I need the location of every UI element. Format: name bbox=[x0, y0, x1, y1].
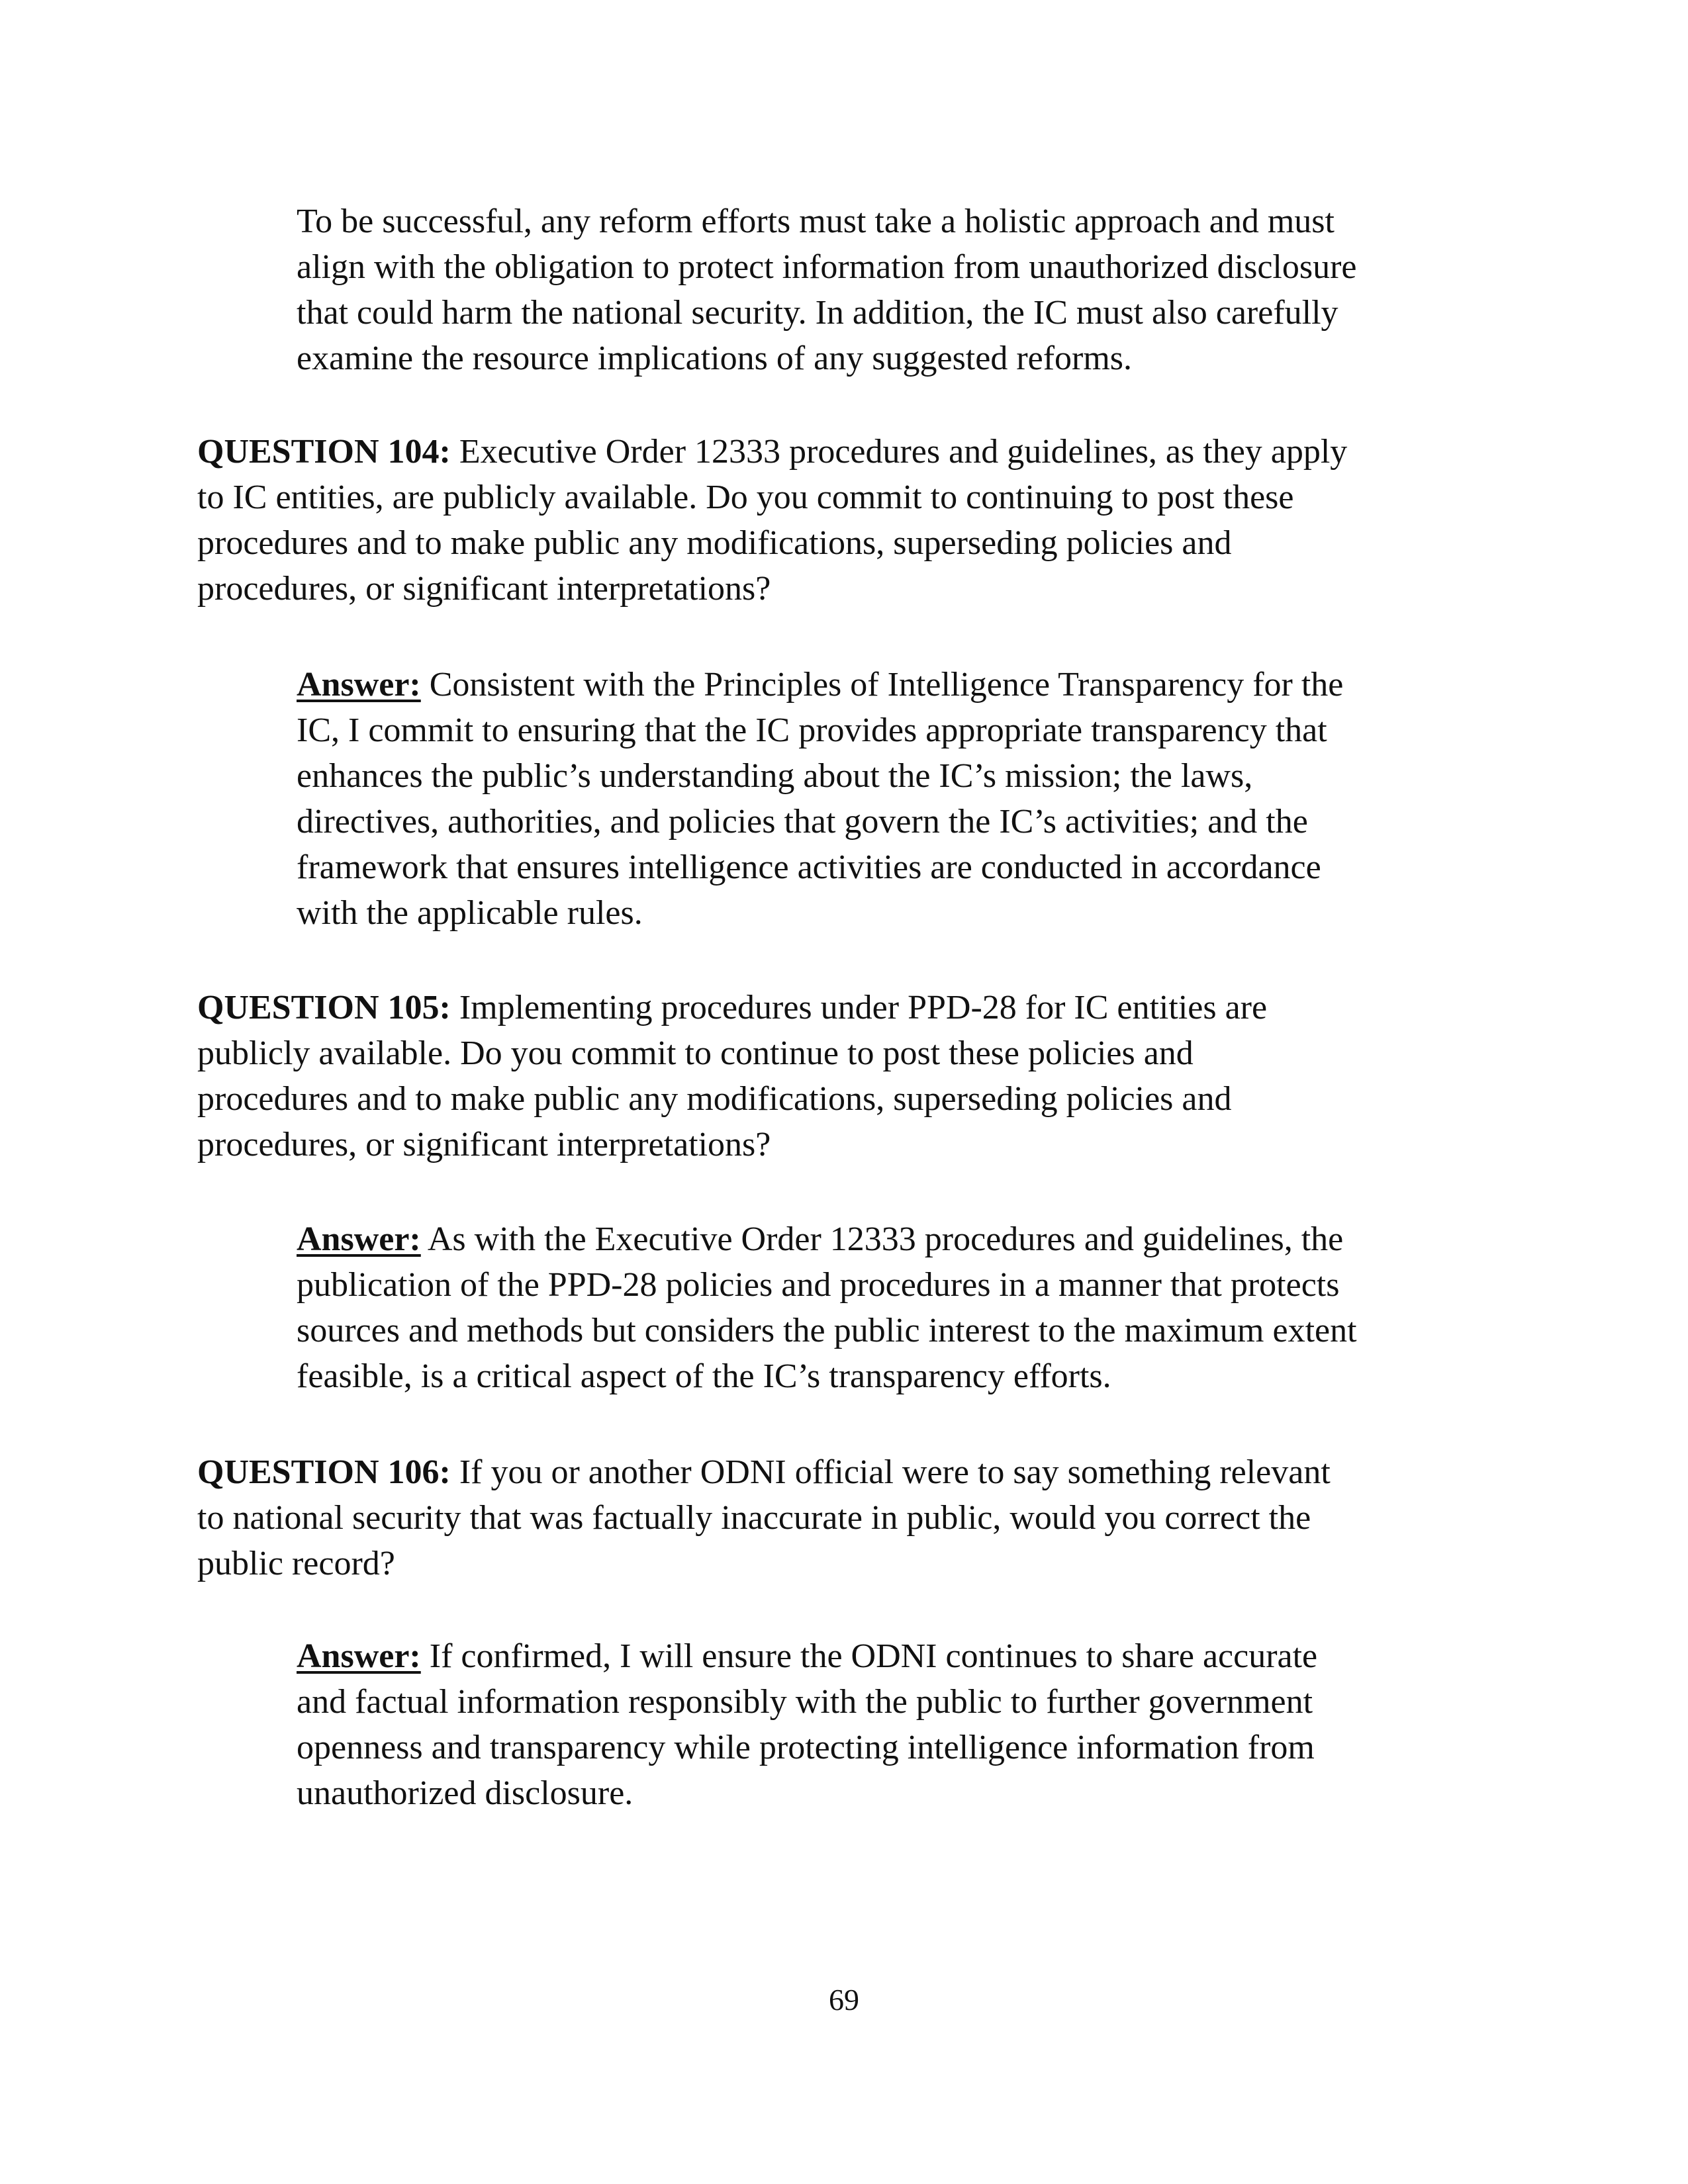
question-line: publicly available. Do you commit to continue to post these policies and bbox=[197, 1034, 1194, 1072]
answer-line: with the applicable rules. bbox=[297, 894, 643, 932]
question-105-text: Implementing procedures under PPD-28 for IC entities are bbox=[450, 989, 1268, 1026]
question-105 bbox=[197, 985, 1508, 1167]
answer-line: directives, authorities, and policies that govern the IC’s activities; and the bbox=[297, 803, 1308, 841]
answer-104-first-line bbox=[297, 662, 1508, 707]
question-line: procedures, or significant interpretations? bbox=[197, 570, 771, 608]
question-line: procedures and to make public any modifications, superseding policies and bbox=[197, 524, 1232, 562]
question-104-label: QUESTION 104: bbox=[197, 433, 451, 471]
intro-line: To be successful, any reform efforts must take a holistic approach and must bbox=[297, 203, 1335, 240]
answer-line: unauthorized disclosure. bbox=[297, 1774, 633, 1812]
intro-line: examine the resource implications of any suggested reforms. bbox=[297, 340, 1133, 377]
answer-106-text: If confirmed, I will ensure the ODNI continues to share accurate bbox=[420, 1637, 1318, 1675]
intro-line: align with the obligation to protect information from unauthorized disclosure bbox=[297, 248, 1357, 286]
page-number: 69 bbox=[829, 1983, 859, 2017]
answer-104-text: Consistent with the Principles of Intelligence Transparency for the bbox=[420, 666, 1344, 704]
answer-line: publication of the PPD-28 policies and procedures in a manner that protects bbox=[297, 1266, 1340, 1304]
question-104-first-line bbox=[197, 429, 1508, 475]
question-line: procedures, or significant interpretations? bbox=[197, 1126, 771, 1163]
answer-line: and factual information responsibly with the public to further government bbox=[297, 1683, 1313, 1721]
answer-line: IC, I commit to ensuring that the IC provides appropriate transparency that bbox=[297, 711, 1327, 749]
question-105-label: QUESTION 105: bbox=[197, 989, 451, 1026]
question-line: public record? bbox=[197, 1545, 395, 1582]
question-104-text: Executive Order 12333 procedures and guidelines, as they apply bbox=[450, 433, 1348, 471]
answer-105-text: As with the Executive Order 12333 procedures and guidelines, the bbox=[420, 1220, 1344, 1258]
answer-106 bbox=[297, 1633, 1508, 1816]
answer-106-first-line bbox=[297, 1633, 1508, 1679]
answer-line: feasible, is a critical aspect of the IC’s transparency efforts. bbox=[297, 1357, 1111, 1395]
answer-105 bbox=[297, 1216, 1508, 1399]
answer-105-first-line bbox=[297, 1216, 1508, 1262]
answer-105-label: Answer: bbox=[297, 1220, 421, 1258]
question-line: to IC entities, are publicly available. Do you commit to continuing to post these bbox=[197, 478, 1294, 516]
question-line: to national security that was factually inaccurate in public, would you correct the bbox=[197, 1499, 1311, 1537]
answer-106-label: Answer: bbox=[297, 1637, 421, 1675]
answer-104 bbox=[297, 662, 1508, 936]
question-line: procedures and to make public any modifications, superseding policies and bbox=[197, 1080, 1232, 1118]
intro-paragraph bbox=[297, 199, 1508, 381]
answer-line: framework that ensures intelligence activities are conducted in accordance bbox=[297, 848, 1321, 886]
question-106-first-line bbox=[197, 1449, 1508, 1495]
question-104 bbox=[197, 429, 1508, 612]
answer-line: enhances the public’s understanding about the IC’s mission; the laws, bbox=[297, 757, 1253, 795]
answer-line: sources and methods but considers the public interest to the maximum extent bbox=[297, 1312, 1357, 1349]
intro-line: that could harm the national security. In addition, the IC must also carefully bbox=[297, 294, 1338, 332]
question-106 bbox=[197, 1449, 1508, 1586]
answer-line: openness and transparency while protecting intelligence information from bbox=[297, 1729, 1315, 1766]
answer-104-label: Answer: bbox=[297, 666, 421, 704]
question-106-text: If you or another ODNI official were to say something relevant bbox=[450, 1453, 1331, 1491]
question-105-first-line bbox=[197, 985, 1508, 1030]
question-106-label: QUESTION 106: bbox=[197, 1453, 451, 1491]
